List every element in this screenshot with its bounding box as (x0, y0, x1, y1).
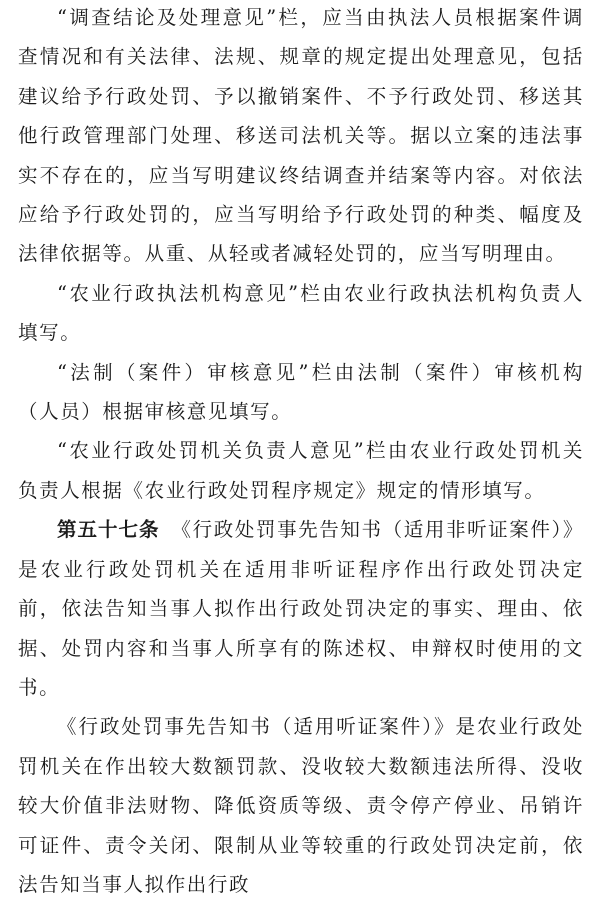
article-57 (18, 510, 584, 707)
paragraph-authority-head-opinion: “农业行政处罚机关负责人意见”栏由农业行政处罚机关负责人根据《农业行政处罚程序规定》规定的情形填写。 (18, 439, 584, 502)
article-body: 《行政处罚事先告知书（适用非听证案件）》是农业行政处罚机关在适用非听证程序作出行政处罚决定前，依法告知当事人拟作出行政处罚决定的事实、理由、依据、处罚内容和当事人所享有的陈述权、申辩权时使用的文书。 (18, 518, 584, 699)
paragraph-hearing-notice: 《行政处罚事先告知书（适用听证案件）》是农业行政处罚机关在作出较大数额罚款、没收较大数额违法所得、没收较大价值非法财物、降低资质等级、责令停产停业、吊销许可证件、责令关闭、限制从业等较重的行政处罚决定前，依法告知当事人拟作出行政 (18, 715, 584, 896)
paragraph-legal-review-opinion: “法制（案件）审核意见”栏由法制（案件）审核机构（人员）根据审核意见填写。 (18, 360, 584, 424)
paragraph-investigation-conclusion: “调查结论及处理意见”栏，应当由执法人员根据案件调查情况和有关法律、法规、规章的规定提出处理意见，包括建议给予行政处罚、予以撤销案件、不予行政处罚、移送其他行政管理部门处理、移送司法机关等。据以立案的违法事实不存在的，应当写明建议终结调查并结案等内容。对依法应给予行政处罚的，应当写明给予行政处罚的种类、幅度及法律依据等。从重、从轻或者减轻处罚的，应当写明理由。 (18, 6, 584, 266)
paragraph-enforcement-agency-opinion: “农业行政执法机构意见”栏由农业行政执法机构负责人填写。 (18, 281, 584, 345)
article-heading: 第五十七条 (57, 518, 160, 542)
